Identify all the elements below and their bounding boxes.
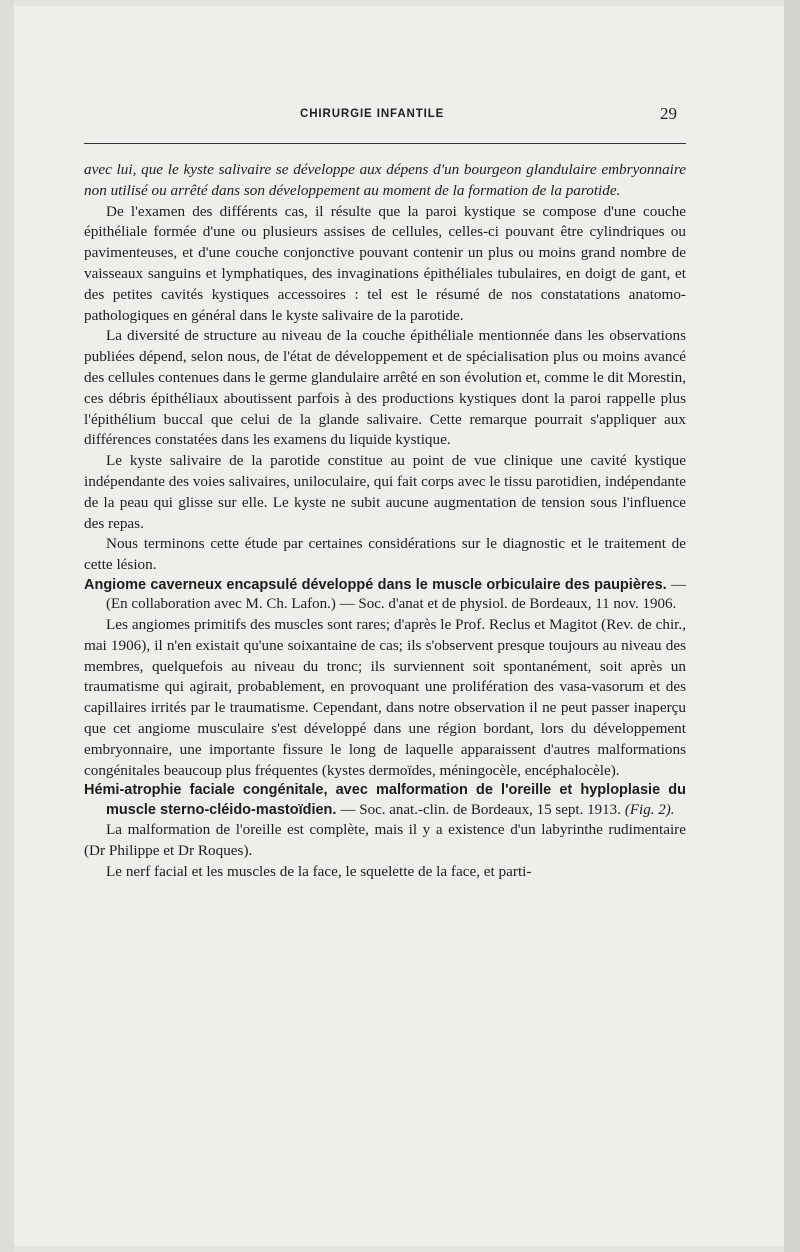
paragraph-4: Le kyste salivaire de la parotide constitue au point de vue clinique une cavité kystique indépendante des voies salivaires, uniloculaire, qui fait corps avec le tissu parotidien, indépendante de la peau qui glisse sur elle. Le kyste ne subit aucune augmentation de tension sous l'influence des repas. <box>84 452 686 532</box>
running-head: CHIRURGIE INFANTILE <box>300 108 445 120</box>
page-edge-left <box>0 0 14 1252</box>
section-1-title-citation: — (En collaboration avec M. Ch. Lafon.) — Soc. d'anat et de physiol. de Bordeaux, 11 nov. 1906. <box>106 576 686 613</box>
paragraph-3: La diversité de structure au niveau de la couche épithéliale mentionnée dans les observations publiées dépend, selon nous, de l'état de développement et de spécialisation plus ou moins avancé des cellules contenues dans le germe glandulaire arrêté en son évolution et, comme le dit Morestin, ces débris épithéliaux aboutissent parfois à des productions kystiques dont la paroi rappelle plus l'épithélium buccal que celui de la glande salivaire. Cette remarque pourrait s'appliquer aux différences constatées dans les examens du liquide kystique. <box>84 327 686 449</box>
page-number: 29 <box>660 104 677 123</box>
section-2-title-citation: — Soc. anat.-clin. de Bordeaux, 15 sept. 1913. <box>340 801 621 818</box>
body-text <box>84 160 686 883</box>
page-header <box>0 104 800 128</box>
paragraph-5: Nous terminons cette étude par certaines considérations sur le diagnostic et le traitement de cette lésion. <box>84 535 686 574</box>
section-1-title <box>84 576 686 615</box>
page-edge-right <box>784 0 800 1252</box>
section-1-body: Les angiomes primitifs des muscles sont rares; d'après le Prof. Reclus et Magitot (Rev. de chir., mai 1906), il n'en existait qu'une soixantaine de cas; ils s'observent presque toujours au niveau des membres, quelquefois au niveau du tronc; ils surviennent soit spontanément, soit après un traumatisme qui agirait, probablement, en provoquant une prolifération des vasa-vasorum et des capillaires irrités par le traumatisme. Cependant, dans notre observation il ne peut passer inaperçu que cet angiome musculaire s'est développé dans une région bordant, lors du développement embryonnaire, une importante fissure le long de laquelle apparaissent d'autres malformations congénitales beaucoup plus fréquentes (kystes dermoïdes, méningocèle, encéphalocèle). <box>84 615 686 779</box>
section-2-figure-ref: (Fig. 2). <box>624 801 675 818</box>
section-2-body-2: Le nerf facial et les muscles de la face, le squelette de la face, et parti- <box>106 862 532 880</box>
section-2-body-1: La malformation de l'oreille est complète, mais il y a existence d'un labyrinthe rudimentaire (Dr Philippe et Dr Roques). <box>84 821 686 860</box>
section-2-title-bold: Hémi-atrophie faciale congénitale, avec malformation de l'oreille et hyploplasie du muscle sterno-cléido-mastoïdien. <box>84 782 686 818</box>
header-rule <box>84 143 686 144</box>
paragraph-2: De l'examen des différents cas, il résulte que la paroi kystique se compose d'une couche épithéliale formée d'une ou plusieurs assises de cellules, celles-ci pouvant être cylindriques ou pavimenteuses, et d'une couche conjonctive pouvant contenir un plus ou moins grand nombre de vaisseaux sanguins et lymphatiques, des invaginations épithéliales tubulaires, en doigt de gant, et des petites cavités kystiques accessoires : tel est le résumé de nos constatations anatomo-pathologiques en général dans le kyste salivaire de la parotide. <box>84 202 686 324</box>
section-2-title <box>84 781 686 820</box>
section-1-title-bold: Angiome caverneux encapsulé développé dans le muscle orbiculaire des paupières. <box>84 576 667 593</box>
paragraph-1: avec lui, que le kyste salivaire se développe aux dépens d'un bourgeon glandulaire embryonnaire non utilisé ou arrêté dans son développement au moment de la formation de la parotide. <box>84 161 686 199</box>
